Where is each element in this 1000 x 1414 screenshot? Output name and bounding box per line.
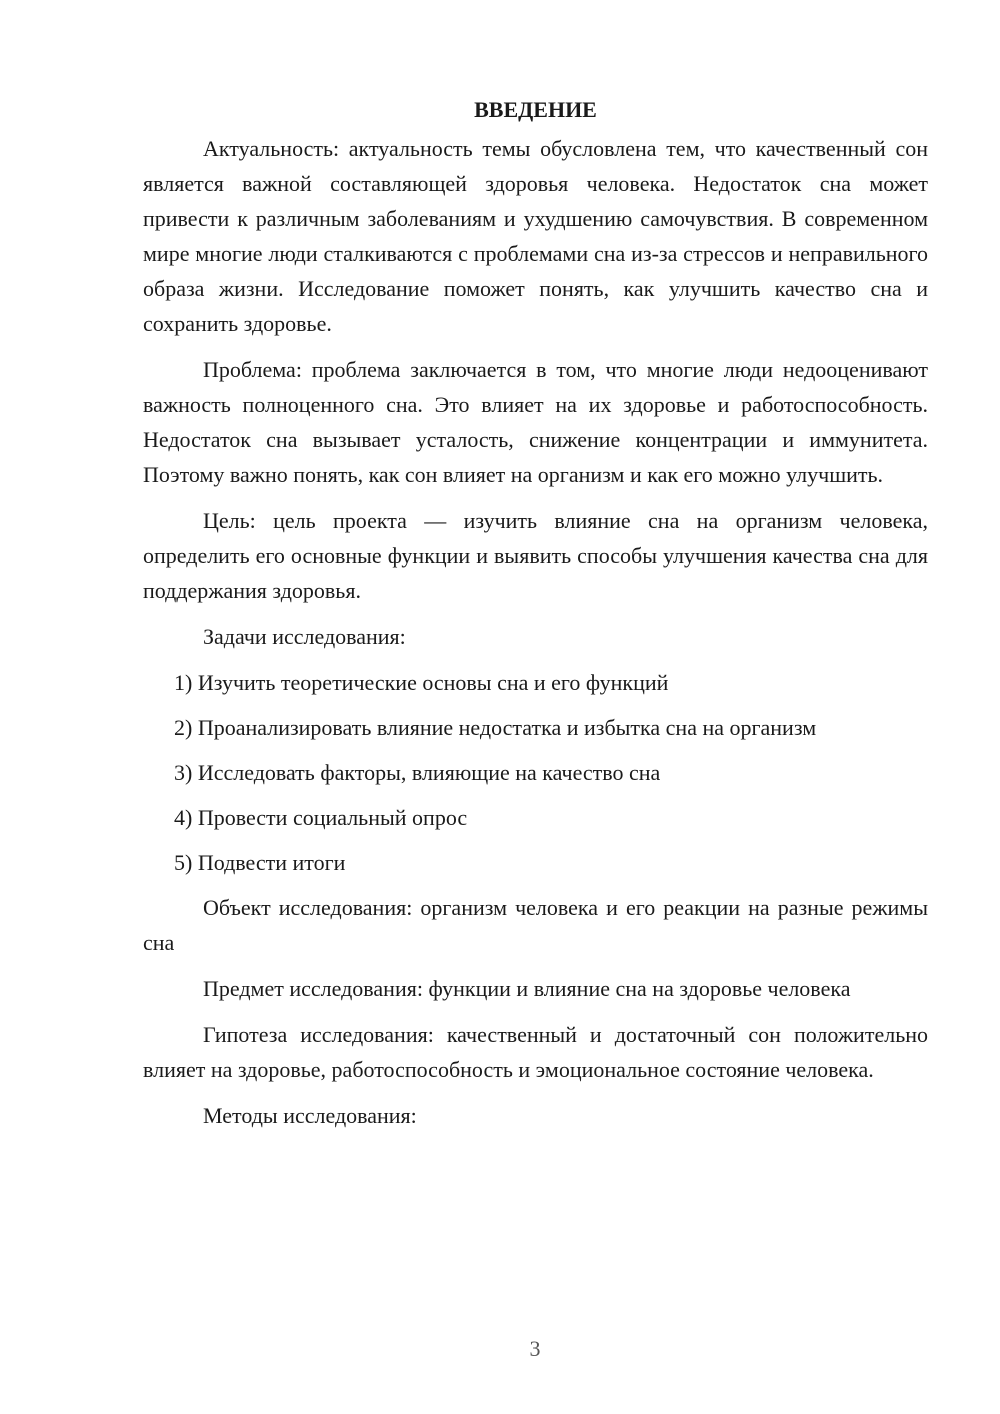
paragraph-tasks-title: Задачи исследования: bbox=[203, 624, 406, 649]
list-item: 3) Исследовать факторы, влияющие на качество сна bbox=[174, 760, 661, 785]
paragraph-relevance: Актуальность: актуальность темы обусловлена тем, что качественный сон является важной составляющей здоровья человека. Недостаток сна может привести к различным заболеваниям и ухудшению самочувствия. В современном мире многие люди сталкиваются с проблемами сна из-за стрессов и неправильного образа жизни. Исследование поможет понять, как улучшить качество сна и сохранить здоровье. bbox=[143, 136, 928, 336]
list-item: 2) Проанализировать влияние недостатка и избытка сна на организм bbox=[174, 715, 817, 740]
list-item: 5) Подвести итоги bbox=[174, 850, 346, 875]
page-number: 3 bbox=[529, 1336, 541, 1361]
paragraph-problem: Проблема: проблема заключается в том, что многие люди недооценивают важность полноценного сна. Это влияет на их здоровье и работоспособность. Недостаток сна вызывает усталость, снижение концентрации и иммунитета. Поэтому важно понять, как сон влияет на организм и как его можно улучшить. bbox=[143, 357, 928, 487]
list-item: 4) Провести социальный опрос bbox=[174, 805, 468, 830]
section-heading: ВВЕДЕНИЕ bbox=[474, 97, 597, 122]
paragraph-hypothesis: Гипотеза исследования: качественный и достаточный сон положительно влияет на здоровье, работоспособность и эмоциональное состояние человека. bbox=[143, 1022, 928, 1082]
tasks-list bbox=[143, 665, 928, 880]
list-item: 1) Изучить теоретические основы сна и его функций bbox=[174, 670, 669, 695]
paragraph-methods-title: Методы исследования: bbox=[203, 1103, 417, 1128]
paragraph-object: Объект исследования: организм человека и его реакции на разные режимы сна bbox=[143, 895, 928, 955]
paragraph-goal: Цель: цель проекта — изучить влияние сна на организм человека, определить его основные функции и выявить способы улучшения качества сна для поддержания здоровья. bbox=[143, 508, 928, 603]
document-page bbox=[143, 92, 928, 1144]
paragraph-subject: Предмет исследования: функции и влияние сна на здоровье человека bbox=[203, 976, 851, 1001]
